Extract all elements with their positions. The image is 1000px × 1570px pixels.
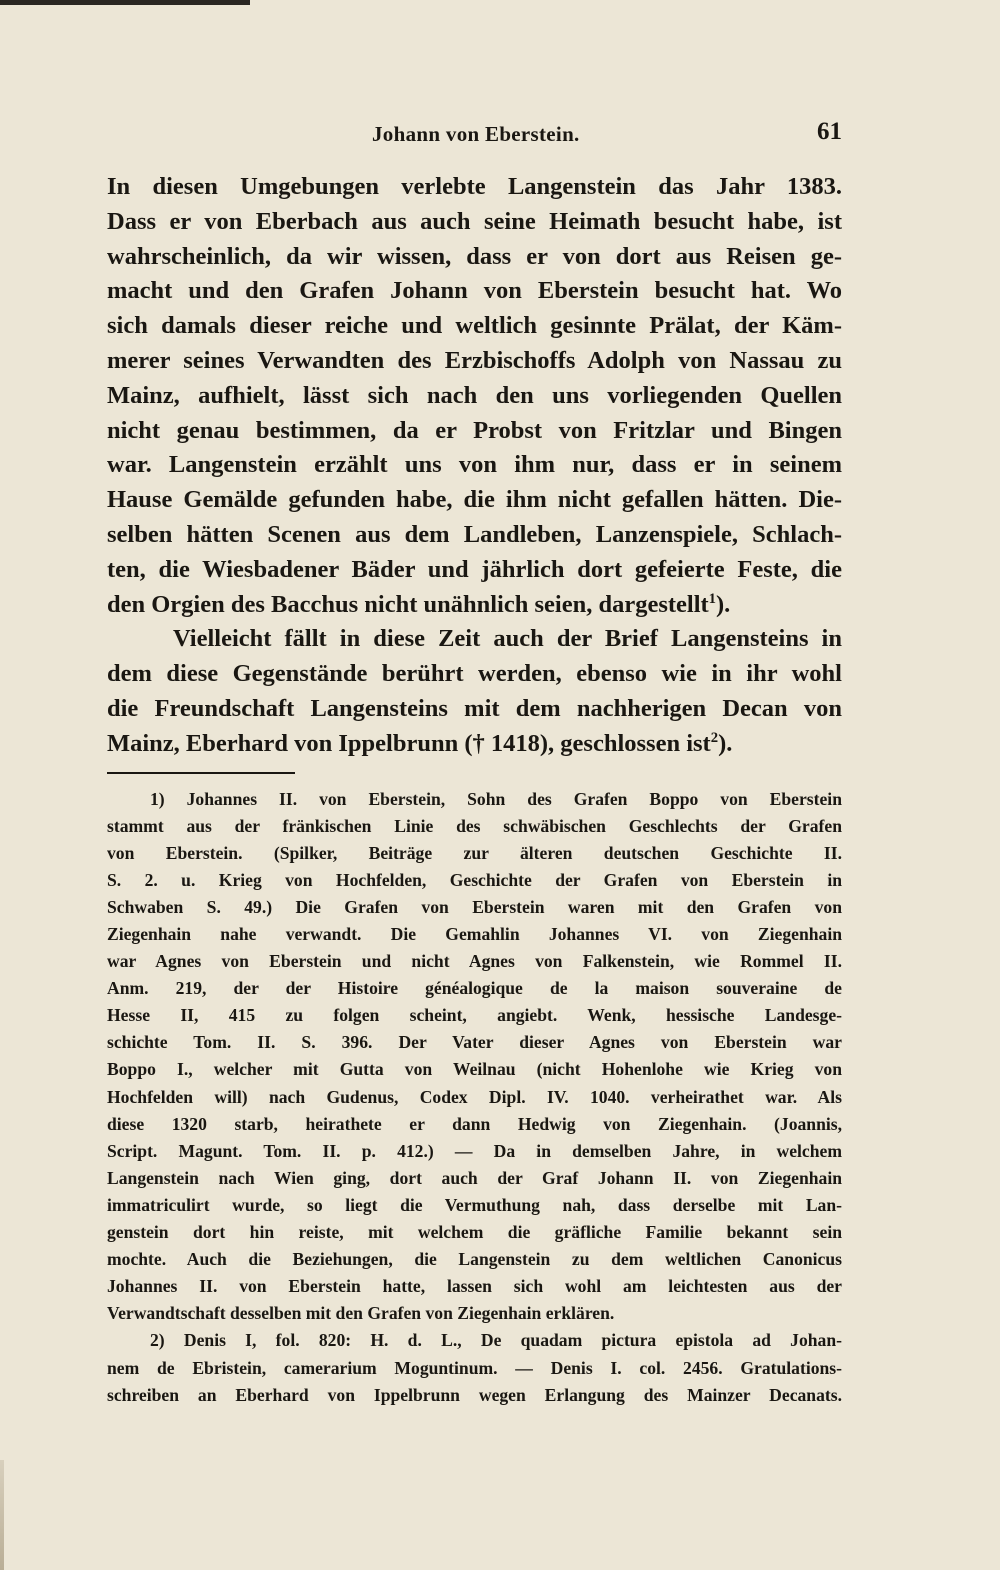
running-title: Johann von Eberstein. (372, 122, 580, 146)
footnote-line: stammt aus der fränkischen Linie des schwäbischen Geschlechts der Grafen (107, 815, 842, 836)
footnote-line: Script. Magunt. Tom. II. p. 412.) — Da in demselben Jahre, in welchem (107, 1140, 842, 1161)
page-number: 61 (817, 118, 842, 145)
body-line-text: den Orgien des Bacchus nicht unähnlich seien, dargestellt (107, 590, 709, 618)
footnote-line: genstein dort hin reiste, mit welchem die gräfliche Familie bekannt sein (107, 1222, 842, 1243)
footnote-line: Schwaben S. 49.) Die Grafen von Eberstein waren mit den Grafen von (107, 896, 842, 917)
running-head (107, 118, 842, 158)
footnote-line: S. 2. u. Krieg von Hochfelden, Geschichte der Grafen von Eberstein in (107, 869, 842, 890)
footnote-line: Johannes II. von Eberstein hatte, lassen sich wohl am leichtesten aus der (107, 1276, 842, 1297)
body-line: ten, die Wiesbadener Bäder und jährlich dort gefeierte Feste, die (107, 555, 842, 583)
footnote-line: 2) Denis I, fol. 820: H. d. L., De quadam pictura epistola ad Johan- (150, 1330, 842, 1351)
body-line: selben hätten Scenen aus dem Landleben, Lanzenspiele, Schlach- (107, 520, 842, 548)
body-line: sich damals dieser reiche und weltlich gesinnte Prälat, der Käm- (107, 312, 842, 340)
footnote-line: diese 1320 starb, heirathete er dann Hedwig von Ziegenhain. (Joannis, (107, 1113, 842, 1134)
body-line-paragraph-start: Vielleicht fällt in diese Zeit auch der Brief Langensteins in (173, 625, 842, 653)
footnote-line: Ziegenhain nahe verwandt. Die Gemahlin Johannes VI. von Ziegenhain (107, 924, 842, 945)
body-line: merer seines Verwandten des Erzbischoffs Adolph von Nassau zu (107, 346, 842, 374)
footnote-line: Anm. 219, der der Histoire généalogique de la maison souveraine de (107, 978, 842, 999)
footnote-line: Langenstein nach Wien ging, dort auch der Graf Johann II. von Ziegenhain (107, 1167, 842, 1188)
body-line: war. Langenstein erzählt uns von ihm nur, dass er in seinem (107, 451, 842, 479)
ref-closing: ). (718, 729, 733, 757)
page-edge-top (0, 0, 250, 5)
body-line-with-note-ref (107, 588, 842, 623)
body-line: Dass er von Eberbach aus auch seine Heimath besucht habe, ist (107, 207, 842, 235)
footnotes (107, 786, 842, 1409)
footnote-line: Verwandtschaft desselben mit den Grafen von Ziegenhain erklären. (107, 1303, 615, 1324)
footnote-ref-1: 1 (708, 590, 717, 607)
body-line: macht und den Grafen Johann von Eberstein besucht hat. Wo (107, 277, 842, 305)
footnote-line: immatriculirt wurde, so liegt die Vermuthung nah, dass derselbe mit Lan- (107, 1194, 842, 1215)
footnote-line: schreiben an Eberhard von Ippelbrunn wegen Erlangung des Mainzer Decanats. (107, 1384, 842, 1405)
body-line-text: Mainz, Eberhard von Ippelbrunn († 1418), geschlossen ist (107, 729, 711, 757)
footnote-ref-2: 2 (710, 729, 719, 746)
footnote-line: nem de Ebristein, camerarium Moguntinum. — Denis I. col. 2456. Gratulations- (107, 1357, 842, 1378)
body-line: nicht genau bestimmen, da er Probst von Fritzlar und Bingen (107, 416, 842, 444)
body-line: Hause Gemälde gefunden habe, die ihm nicht gefallen hätten. Die- (107, 486, 842, 514)
body-line: wahrscheinlich, da wir wissen, dass er von dort aus Reisen ge- (107, 242, 842, 270)
page-edge-left (0, 1460, 4, 1570)
body-line: dem diese Gegenstände berührt werden, ebenso wie in ihr wohl (107, 660, 842, 688)
footnote-line: Hesse II, 415 zu folgen scheint, angiebt. Wenk, hessische Landesge- (107, 1005, 842, 1026)
footnote-line: war Agnes von Eberstein und nicht Agnes von Falkenstein, wie Rommel II. (107, 951, 842, 972)
book-page (107, 118, 842, 1409)
footnote-line: von Eberstein. (Spilker, Beiträge zur älteren deutschen Geschichte II. (107, 842, 842, 863)
footnote-line: Boppo I., welcher mit Gutta von Weilnau (nicht Hohenlohe wie Krieg von (107, 1059, 842, 1080)
body-text (107, 170, 842, 762)
footnote-line: schichte Tom. II. S. 396. Der Vater dieser Agnes von Eberstein war (107, 1032, 842, 1053)
ref-closing: ). (716, 590, 731, 618)
body-line: Mainz, aufhielt, lässt sich nach den uns vorliegenden Quellen (107, 381, 842, 409)
body-line: In diesen Umgebungen verlebte Langenstein das Jahr 1383. (107, 173, 842, 200)
body-line-with-note-ref (107, 727, 842, 762)
footnote-line: 1) Johannes II. von Eberstein, Sohn des Grafen Boppo von Eberstein (150, 788, 842, 809)
footnote-rule (107, 772, 295, 774)
footnote-line: Hochfelden will) nach Gudenus, Codex Dipl. IV. 1040. verheirathet war. Als (107, 1086, 842, 1107)
footnote-line: mochte. Auch die Beziehungen, die Langenstein zu dem weltlichen Canonicus (107, 1249, 842, 1270)
body-line: die Freundschaft Langensteins mit dem nachherigen Decan von (107, 694, 842, 722)
